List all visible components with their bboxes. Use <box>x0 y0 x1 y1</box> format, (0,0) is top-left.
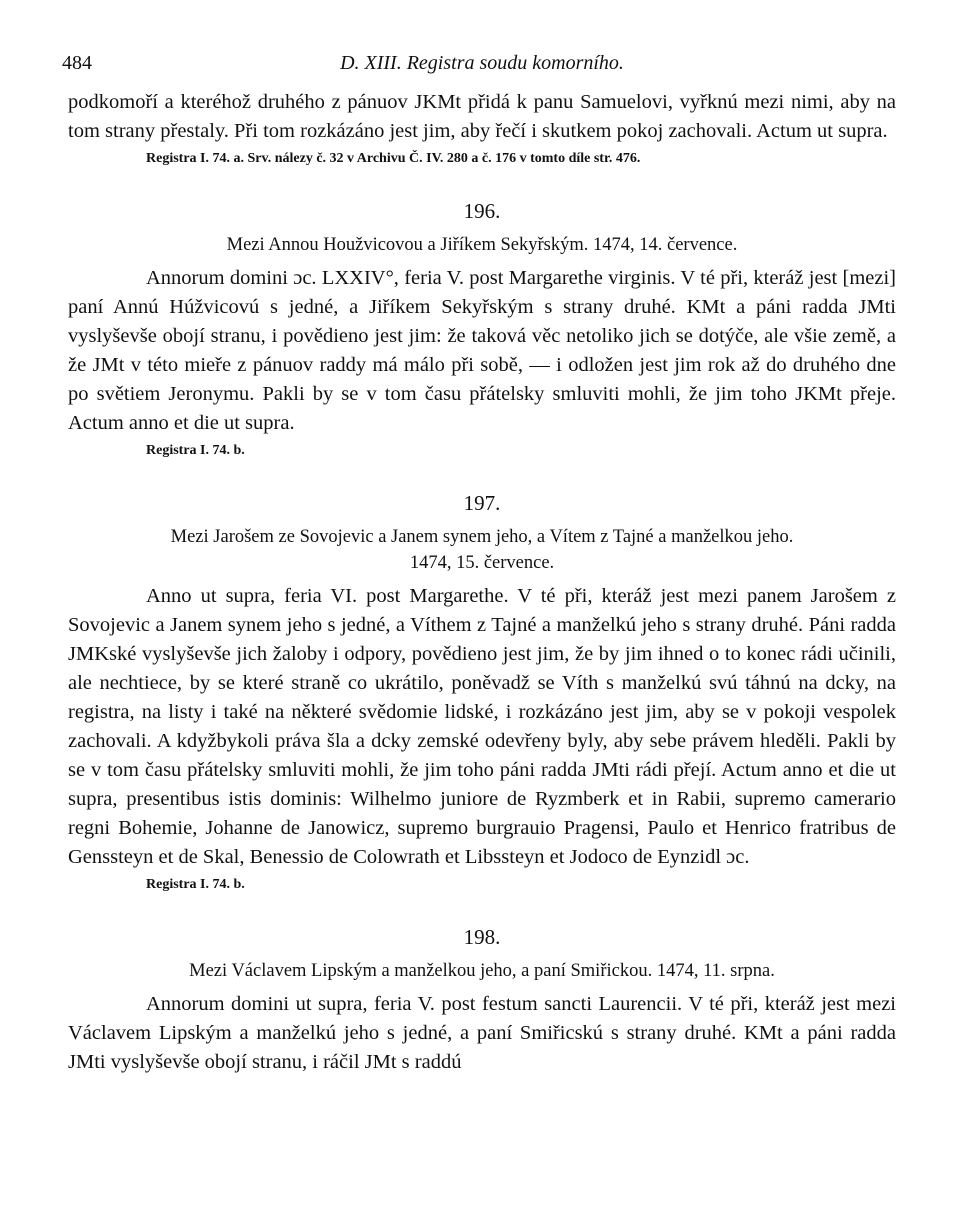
running-title: D. XIII. Registra soudu komorního. <box>340 52 624 74</box>
entry-196-heading-line: Mezi Annou Houžvicovou a Jiříkem Sekyřským. 1474, 14. července. <box>226 235 738 255</box>
entry-197-heading-line-2: 1474, 15. července. <box>409 553 555 573</box>
entry-198-heading-line: Mezi Václavem Lipským a manželkou jeho, a paní Smiřickou. 1474, 11. srpna. <box>189 961 775 981</box>
entry-196-text: Annorum domini ɔc. LXXIV°, feria V. post Margarethe virginis. V té při, kteráž jest [mezi] paní Annú Húžvicovú s jedné, a Jiříkem Sekyřským s strany druhé. KMt a páni radda JMti vyslyševše obojí stranu, i povědieno jest jim: že taková věc netoliko jich se dotýče, ale všie země, a že JMt v této mieře z pánuov raddy má málo při sobě, — i odložen jest jim rok až do druhého dne po světiem Jeronymu. Pakli by se v tom času přátelsky smluviti mohli, že jim toho JKMt přeje. Actum anno et die ut supra. <box>68 267 896 434</box>
page-number: 484 <box>62 52 92 74</box>
entry-197-heading <box>68 524 896 576</box>
entry-197-number: 197. <box>463 491 501 515</box>
intro-source-note: Registra I. 74. a. Srv. nálezy č. 32 v Archivu Č. IV. 280 a č. 176 v tomto díle str. 476. <box>146 151 641 166</box>
entry-196-number: 196. <box>463 199 501 223</box>
entry-197-source: Registra I. 74. b. <box>146 877 245 892</box>
entry-198-number: 198. <box>463 925 501 949</box>
document-page <box>62 52 896 1077</box>
intro-paragraph: podkomoří a kteréhož druhého z pánuov JKMt přidá k panu Samuelovi, vyřknú mezi nimi, aby na tom strany přestaly. Při tom rozkázáno jest jim, aby řečí i skutkem pokoj zachovali. Actum ut supra. <box>68 91 896 142</box>
entry-197-heading-line-1: Mezi Jarošem ze Sovojevic a Janem synem jeho, a Vítem z Tajné a manželkou jeho. <box>170 527 794 547</box>
entry-197-text: Anno ut supra, feria VI. post Margarethe. V té při, kteráž jest mezi panem Jarošem z Sovojevic a Janem synem jeho s jedné, a Víthem z Tajné a manželkú jeho s strany druhé. Páni radda JMKské vyslyševše jich žaloby i odpory, povědieno jest jim, že by jim ihned o to konec rádi učinili, ale nechtiece, by se které straně co ukrátilo, poněvadž se Víth s manželkú svú táhnú na dcky, na registra, na listy i také na některé svědomie lidské, i rozkázáno jest jim, aby se v pokoji vespolek zachovali. A kdyžbykoli práva šla a dcky zemské odevřeny byly, aby sebe právem hleděli. Pakli by se v tom času přátelsky smluviti mohli, že jim toho páni radda JMti rádi přejí. Actum anno et die ut supra, presentibus istis dominis: Wilhelmo juniore de Ryzmberk et in Rabii, supremo camerario regni Bohemie, Johanne de Janowicz, supremo burgrauio Pragensi, Paulo et Henrico fratribus de Genssteyn et de Skal, Benessio de Colowrath et Libssteyn et Jodoco de Eynzidl ɔc. <box>68 585 896 868</box>
page-header <box>62 52 896 88</box>
entry-198-heading <box>68 958 896 984</box>
entry-196-heading <box>68 232 896 258</box>
entry-198-text: Annorum domini ut supra, feria V. post festum sancti Laurencii. V té při, kteráž jest mezi Václavem Lipským a manželkú jeho s jedné, a paní Smiřicskú s strany druhé. KMt a páni radda JMti vyslyševše obojí stranu, i ráčil JMt s raddú <box>68 993 896 1073</box>
entry-196-source: Registra I. 74. b. <box>146 443 245 458</box>
